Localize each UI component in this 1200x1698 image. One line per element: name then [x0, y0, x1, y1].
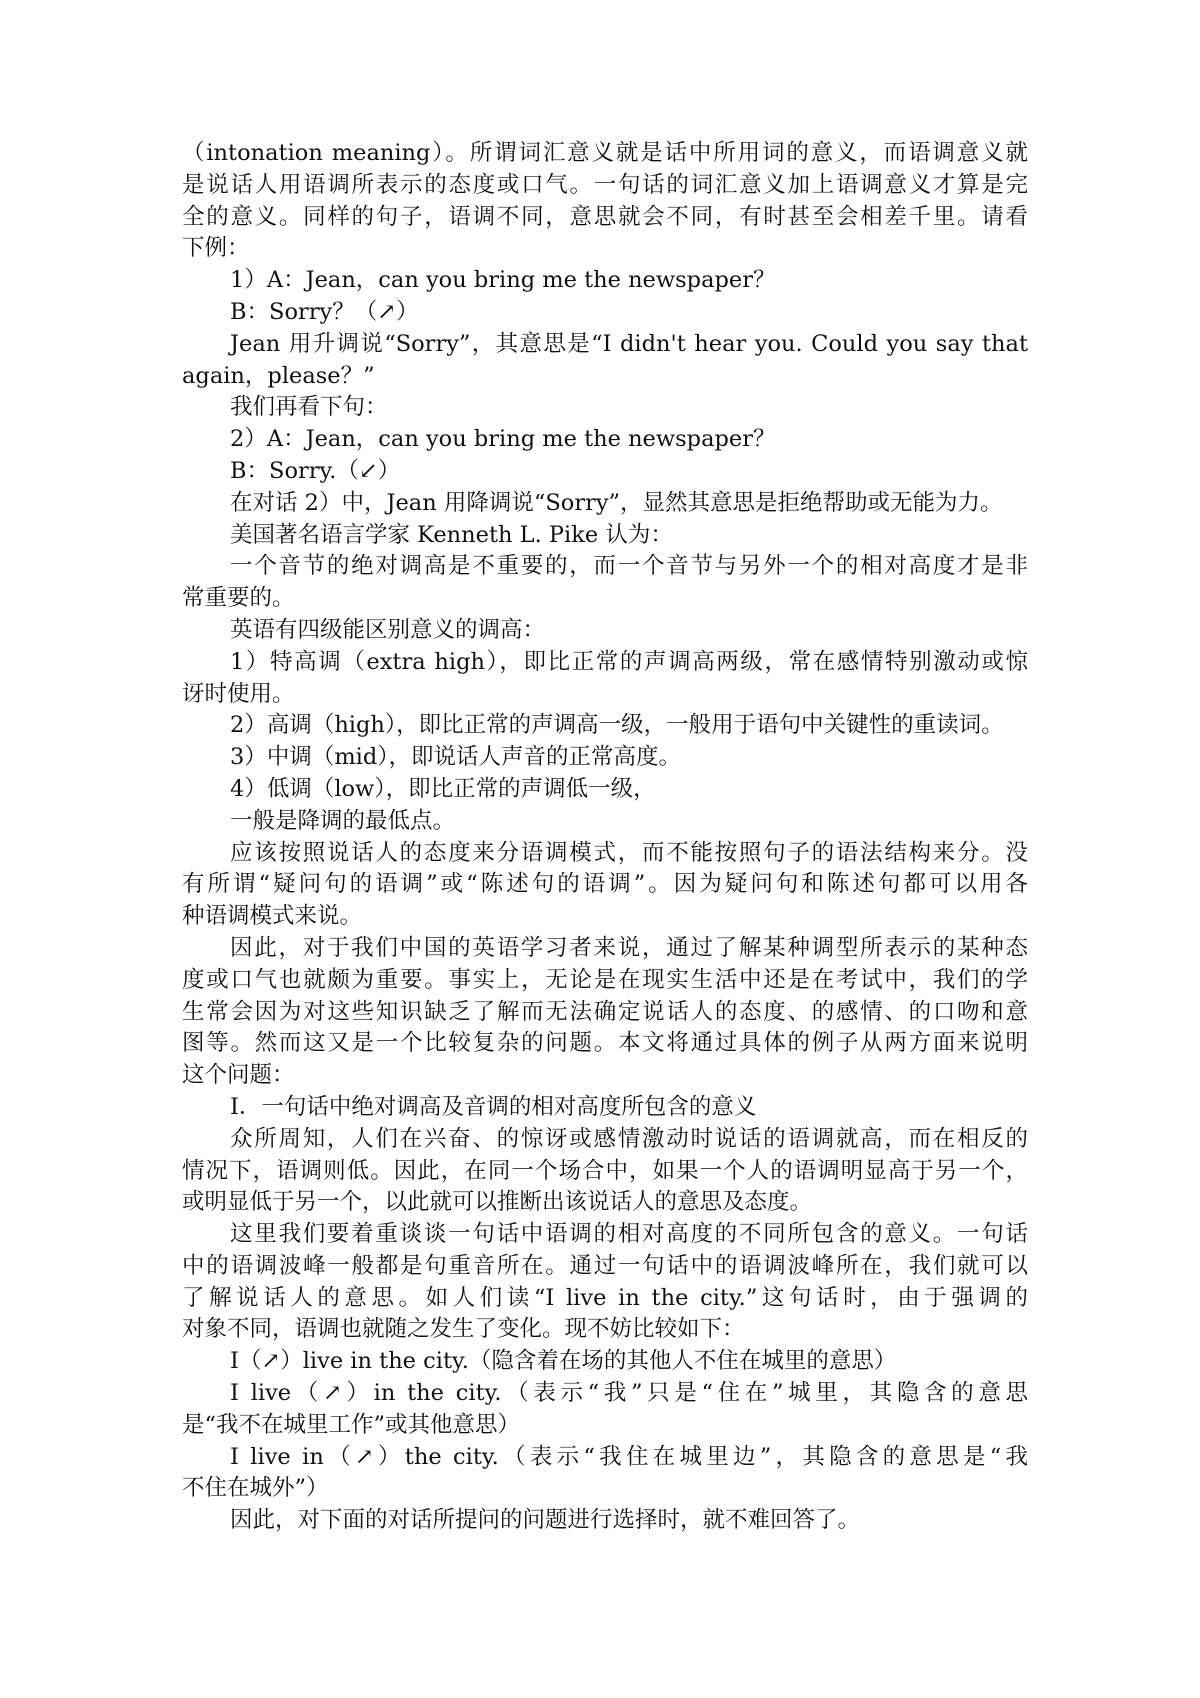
- text-line: I live（↗）in the city.（表示“我”只是“住在”城里，其隐含的意思: [230, 1380, 1028, 1407]
- text-line: 众所周知，人们在兴奋、的惊讶或感情激动时说话的语调就高，而在相反的: [230, 1125, 1028, 1152]
- text-line: 是“我不在城里工作”或其他意思）: [182, 1411, 521, 1438]
- text-line: 常重要的。: [182, 585, 295, 612]
- text-line: 图等。然而这又是一个比较复杂的问题。本文将通过具体的例子从两方面来说明: [182, 1030, 1028, 1057]
- text-line: Jean 用升调说“Sorry”，其意思是“I didn't hear you. Could you say that: [230, 330, 1028, 357]
- text-line: 是说话人用语调所表示的态度或口气。一句话的词汇意义加上语调意义才算是完: [182, 171, 1028, 198]
- text-line: 或明显低于另一个，以此就可以推断出该说话人的意思及态度。: [182, 1189, 813, 1216]
- text-line: 种语调模式来说。: [182, 903, 363, 930]
- text-line: 因此，对于我们中国的英语学习者来说，通过了解某种调型所表示的某种态: [230, 934, 1028, 961]
- document-body: [182, 138, 1028, 1537]
- text-line: I．一句话中绝对调高及音调的相对高度所包含的意义: [230, 1093, 757, 1120]
- text-line: again，please？”: [182, 362, 375, 389]
- text-line: 下例：: [182, 235, 250, 262]
- text-line: 1）A：Jean，can you bring me the newspaper？: [230, 267, 776, 294]
- text-line: 一般是降调的最低点。: [230, 807, 456, 834]
- text-line: 在对话 2）中，Jean 用降调说“Sorry”，显然其意思是拒绝帮助或无能为力。: [230, 489, 1003, 516]
- text-line: 情况下，语调则低。因此，在同一个场合中，如果一个人的语调明显高于另一个，: [182, 1157, 1028, 1184]
- text-line: I（↗）live in the city.（隐含着在场的其他人不住在城里的意思）: [230, 1348, 897, 1375]
- text-line: 中的语调波峰一般都是句重音所在。通过一句话中的语调波峰所在，我们就可以: [182, 1252, 1028, 1279]
- text-line: 因此，对下面的对话所提问的问题进行选择时，就不难回答了。: [230, 1507, 861, 1534]
- text-line: 2）高调（high），即比正常的声调高一级，一般用于语句中关键性的重读词。: [230, 712, 1004, 739]
- text-line: 生常会因为对这些知识缺乏了解而无法确定说话人的态度、的感情、的口吻和意: [182, 998, 1028, 1025]
- text-line: 美国著名语言学家 Kenneth L. Pike 认为：: [230, 521, 673, 548]
- text-line: 度或口气也就颇为重要。事实上，无论是在现实生活中还是在考试中，我们的学: [182, 966, 1028, 993]
- text-line: 这里我们要着重谈谈一句话中语调的相对高度的不同所包含的意义。一句话: [230, 1221, 1028, 1248]
- text-line: 这个问题：: [182, 1062, 295, 1089]
- text-line: 4）低调（low），即比正常的声调低一级，: [230, 775, 656, 802]
- text-line: （intonation meaning）。所谓词汇意义就是话中所用词的意义，而语调意义就: [182, 140, 1028, 166]
- text-line: B：Sorry.（↙）: [230, 457, 401, 484]
- text-line: 1）特高调（extra high），即比正常的声调高两级，常在感情特别激动或惊: [230, 648, 1028, 675]
- text-line: 有所谓“疑问句的语调”或“陈述句的语调”。因为疑问句和陈述句都可以用各: [182, 871, 1028, 898]
- text-line: I live in（↗）the city.（表示“我住在城里边”，其隐含的意思是“我: [230, 1443, 1028, 1470]
- text-line: 了解说话人的意思。如人们读“I live in the city.”这句话时，由于强调的: [182, 1284, 1028, 1311]
- text-line: 英语有四级能区别意义的调高：: [230, 616, 546, 643]
- text-line: 2）A：Jean，can you bring me the newspaper？: [230, 426, 776, 453]
- text-line: 一个音节的绝对调高是不重要的，而一个音节与另外一个的相对高度才是非: [230, 553, 1028, 580]
- text-line: 讶时使用。: [182, 680, 295, 707]
- text-line: 不住在城外”）: [182, 1475, 329, 1502]
- text-line: 3）中调（mid），即说话人声音的正常高度。: [230, 744, 682, 771]
- text-line: 应该按照说话人的态度来分语调模式，而不能按照句子的语法结构来分。没: [230, 839, 1028, 866]
- text-line: 我们再看下句：: [230, 394, 388, 421]
- text-line: 对象不同，语调也就随之发生了变化。现不妨比较如下：: [182, 1316, 745, 1343]
- text-line: B：Sorry？（↗）: [230, 298, 419, 325]
- text-line: 全的意义。同样的句子，语调不同，意思就会不同，有时甚至会相差千里。请看: [182, 203, 1028, 230]
